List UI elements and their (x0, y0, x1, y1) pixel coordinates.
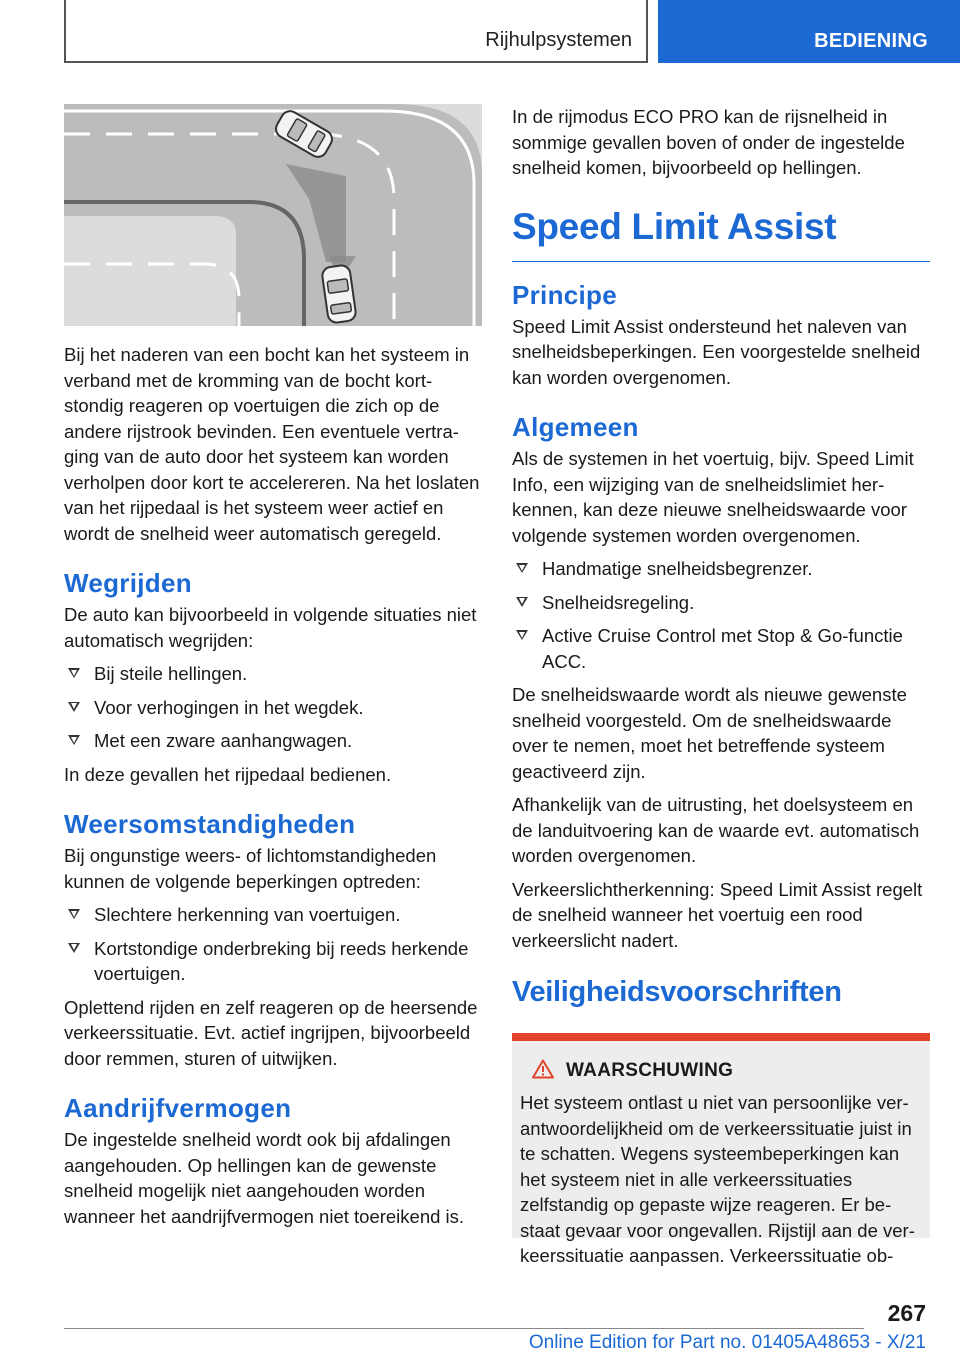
header-chapter-tab (658, 0, 960, 63)
list-item: Bij steile hellingen. (64, 661, 482, 687)
list-item: Handmatige snelheidsbegrenzer. (512, 556, 930, 582)
heading-rule (512, 261, 930, 262)
paragraph-algemeen-2: De snelheidswaarde wordt als nieuwe gewenste snelheid voorgesteld. Om de snelheidswaarde over te nemen, moet het betreffende systeem geactiveerd zijn. (512, 684, 907, 782)
left-column (64, 104, 482, 1237)
paragraph-aandrijf: De ingestelde snelheid wordt ook bij afdalingen aangehouden. Op hellingen kan de gewenste snelheid mogelijk niet aangehouden worden wanneer het aandrijfvermogen niet toereikend is. (64, 1129, 465, 1227)
footer-rule (64, 1328, 864, 1329)
heading-principe: Principe (512, 279, 617, 310)
list-item: Active Cruise Control met Stop & Go-functie ACC. (512, 623, 930, 674)
curve-illustration (64, 104, 482, 326)
bullet-triangle-icon (68, 943, 80, 953)
list-item: Slechtere herkenning van voertuigen. (64, 902, 482, 928)
paragraph-algemeen-4: Verkeerslichtherkenning: Speed Limit Assist regelt de snelheid wanneer het voertuig een rood verkeerslicht nadert. (512, 878, 923, 951)
paragraph-algemeen-3: Afhankelijk van de uitrusting, het doelsysteem en de landuitvoering kan de waarde evt. automatisch worden overgenomen. (512, 794, 920, 866)
bullet-triangle-icon (68, 909, 80, 919)
paragraph-algemeen: Als de systemen in het voertuig, bijv. Speed Limit Info, een wijziging van de snelheidslimiet herkennen, kan deze nieuwe snelheidswaarde voor volgende systemen worden overgenomen. (512, 448, 914, 546)
warning-text: Het systeem ontlast u niet van persoonlijke verantwoordelijkheid om de verkeerssituatie juist in te schatten. Wegens systeembeperkingen kan het systeem niet in alle verkeerssituaties zelfstandig op gepaste wijze reageren. Er bestaat gevaar voor ongevallen. Rijstijl aan de verkeerssituatie aanpassen. Verkeerssituatie ob- (520, 1092, 915, 1266)
paragraph-eco-pro: In de rijmodus ECO PRO kan de rijsnelheid in sommige gevallen boven of onder de ingestelde snelheid komen, bijvoorbeeld op hellingen. (512, 106, 905, 178)
heading-veiligheidsvoorschriften: Veiligheidsvoorschriften (512, 976, 842, 1008)
bullet-triangle-icon (68, 668, 80, 678)
list-item: Kortstondige onderbreking bij reeds herkende voertuigen. (64, 936, 482, 987)
list-wegrijden (64, 661, 482, 754)
paragraph-wegrijden: De auto kan bijvoorbeeld in volgende situaties niet automatisch wegrijden: (64, 604, 477, 651)
footer-edition: Online Edition for Part no. 01405A48653 - X/21 (528, 1332, 926, 1353)
bullet-triangle-icon (516, 630, 528, 640)
paragraph-weer-2: Oplettend rijden en zelf reageren op de heersende verkeerssituatie. Evt. actief ingrijpen, bijvoorbeeld door remmen, sturen of uitwijken. (64, 996, 478, 1069)
heading-weersomstandigheden: Weersomstandigheden (64, 809, 356, 839)
list-item: Voor verhogingen in het wegdek. (64, 695, 482, 721)
warning-title: WAARSCHUWING (532, 1059, 922, 1082)
paragraph-wegrijden-2: In deze gevallen het rijpedaal bedienen. (64, 763, 392, 785)
bullet-triangle-icon (68, 702, 80, 712)
paragraph-weer: Bij ongunstige weers- of lichtomstandigheden kunnen de volgende beperkingen optreden: (64, 845, 437, 892)
bullet-triangle-icon (516, 563, 528, 573)
list-item: Snelheidsregeling. (512, 590, 930, 616)
bullet-triangle-icon (68, 735, 80, 745)
heading-aandrijfvermogen: Aandrijfvermogen (64, 1093, 292, 1123)
list-algemeen (512, 556, 930, 674)
heading-speed-limit-assist: Speed Limit Assist (512, 205, 837, 247)
header-chapter-title: BEDIENING (814, 30, 928, 52)
paragraph-principe: Speed Limit Assist ondersteund het naleven van snelheidsbeperkingen. Een voorgestelde snelheid kan worden overgenomen. (512, 315, 921, 388)
page-number: 267 (887, 1300, 926, 1326)
header-section-tab (64, 0, 648, 63)
heading-algemeen: Algemeen (512, 412, 639, 442)
heading-wegrijden: Wegrijden (64, 568, 192, 598)
paragraph-bocht: Bij het naderen van een bocht kan het systeem in verband met de kromming van de bocht kortstondig reageren op voertuigen die zich op de andere rijstrook bevinden. Een eventuele vertraging van de auto door het systeem kan worden verholpen door kort te accelereren. Na het loslaten van het rijpedaal is het systeem weer actief en wordt de snelheid weer automatisch geregeld. (64, 344, 480, 544)
header-section-title: Rijhulpsystemen (485, 29, 632, 51)
list-item: Met een zware aanhangwagen. (64, 728, 482, 754)
list-weer (64, 902, 482, 987)
bullet-triangle-icon (516, 597, 528, 607)
right-column (512, 104, 930, 1266)
warning-triangle-icon (532, 1059, 554, 1079)
warning-box (512, 1033, 930, 1266)
